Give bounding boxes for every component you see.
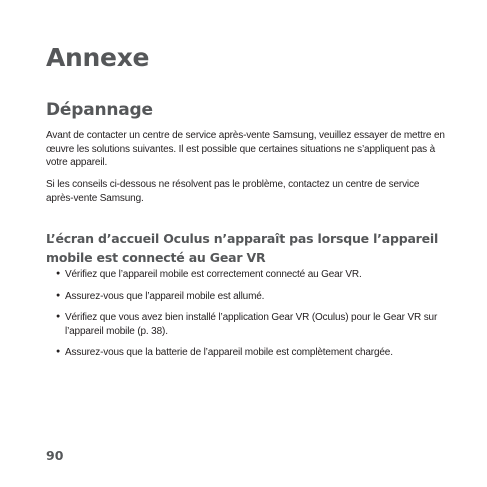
list-item-text: Assurez-vous que l’appareil mobile est allumé. [65, 290, 265, 302]
list-item [46, 346, 446, 360]
list-item [46, 268, 446, 282]
intro-paragraph: Avant de contacter un centre de service après-vente Samsung, veuillez essayer de mettre en œuvre les solutions suivantes. Il est possible que certaines situations ne s’appliquent pas à votre appareil. [46, 130, 445, 168]
bullet-icon: ● [56, 270, 61, 277]
list-item [46, 311, 446, 338]
issue-title: L’écran d’accueil Oculus n’apparaît pas lorsque l’appareil mobile est connecté au Gear VR [46, 231, 439, 265]
bullet-icon: ● [56, 291, 61, 299]
list-item-text: Vérifiez que vous avez bien installé l’application Gear VR (Oculus) pour le Gear VR sur l’appareil mobile (p. 38). [65, 312, 438, 337]
chapter-title: Annexe [46, 43, 150, 72]
page-number: 90 [46, 448, 64, 463]
list-item-text: Assurez-vous que la batterie de l’appareil mobile est complètement chargée. [65, 347, 393, 358]
troubleshooting-list [46, 268, 446, 368]
section-title: Dépannage [46, 100, 153, 120]
bullet-icon: ● [56, 348, 61, 355]
list-item-text: Vérifiez que l’appareil mobile est correctement connecté au Gear VR. [65, 269, 362, 280]
support-paragraph: Si les conseils ci-dessous ne résolvent pas le problème, contactez un centre de service après-vente Samsung. [46, 179, 420, 204]
bullet-icon: ● [56, 313, 61, 320]
list-item [46, 290, 446, 304]
